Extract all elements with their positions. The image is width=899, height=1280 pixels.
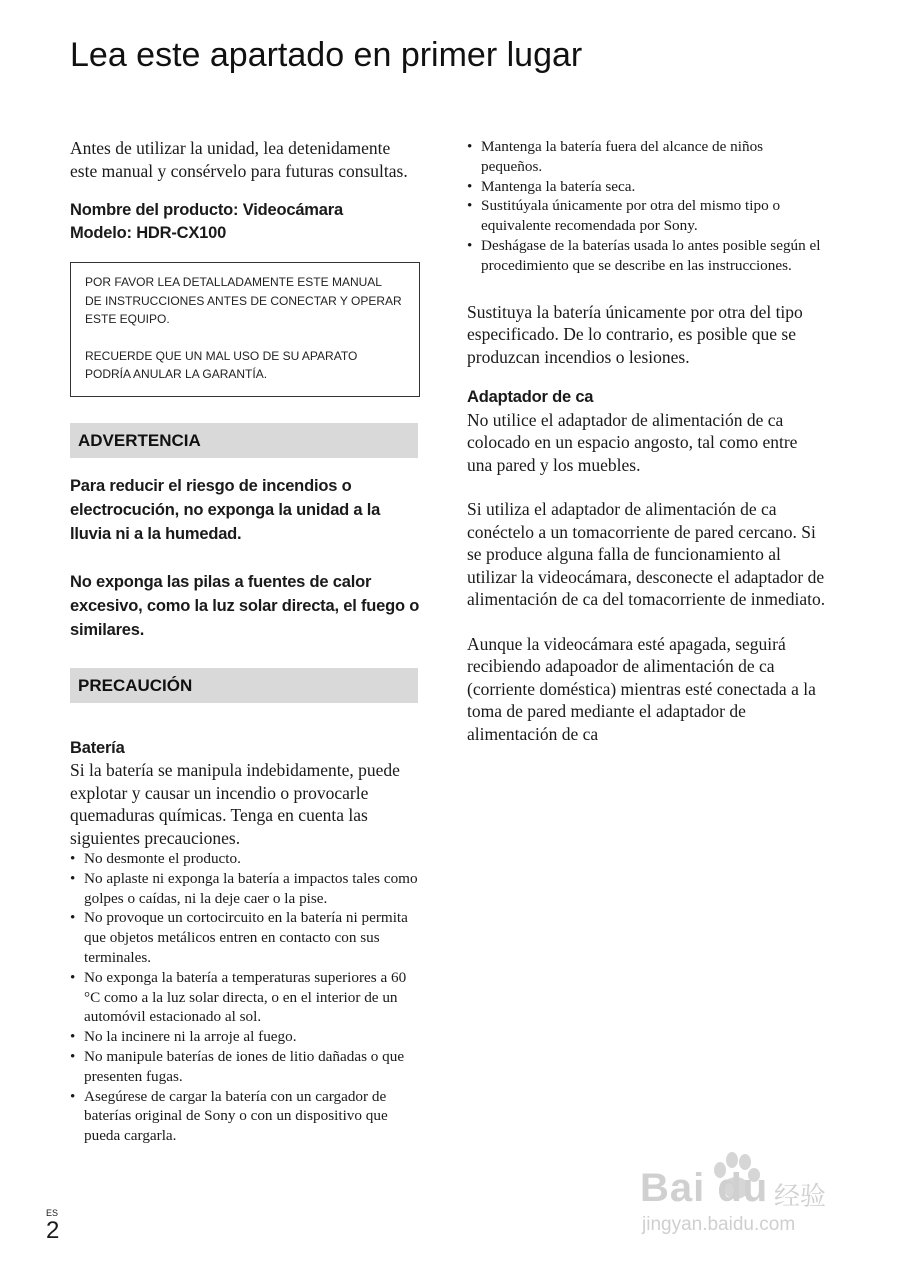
list-item: • No provoque un cortocircuito en la batería ni permita que objetos metálicos entren en contacto con sus terminales.	[70, 908, 420, 967]
watermark	[640, 1148, 850, 1248]
adaptador-p2: Si utiliza el adaptador de alimentación de ca conéctelo a un tomacorriente de pared cercano. Si se produce alguna falla de funcionamiento al utilizar la videocámara, desconecte el adaptador de alimentación de ca del tomacorriente de inmediato.	[467, 499, 826, 610]
adaptador-heading: Adaptador de ca	[467, 388, 594, 407]
bateria-precautions-list	[70, 849, 420, 1146]
notice-line: POR FAVOR LEA DETALLADAMENTE ESTE MANUAL	[85, 275, 382, 289]
model-name: Modelo: HDR-CX100	[70, 223, 227, 242]
list-item: • No desmonte el producto.	[70, 849, 420, 869]
right-column	[467, 137, 827, 745]
notice-box	[70, 262, 420, 397]
notice-line: DE INSTRUCCIONES ANTES DE CONECTAR Y OPERAR	[85, 293, 402, 308]
product-name: Nombre del producto: Videocámara	[70, 201, 343, 219]
watermark-brand: Bai du	[640, 1166, 769, 1210]
left-column	[70, 137, 420, 1146]
precaucion-heading: PRECAUCIÓN	[70, 668, 418, 703]
list-item: • Sustitúyala únicamente por otra del mismo tipo o equivalente recomendada por Sony.	[467, 196, 827, 236]
list-item: • Asegúrese de cargar la batería con un cargador de baterías original de Sony o con un dispositivo que pueda cargarla.	[70, 1087, 420, 1146]
notice-line: RECUERDE QUE UN MAL USO DE SU APARATO	[85, 348, 358, 363]
replace-note: Sustituya la batería únicamente por otra del tipo especificado. De lo contrario, es posible que se produzcan incendios o lesiones.	[467, 301, 803, 367]
page-number	[46, 1208, 59, 1244]
warning-heat: No exponga las pilas a fuentes de calor excesivo, como la luz solar directa, el fuego o similares.	[70, 572, 420, 639]
watermark-url: jingyan.baidu.com	[642, 1214, 796, 1235]
notice-line: PODRÍA ANULAR LA GARANTÍA.	[85, 367, 268, 381]
list-item: • Mantenga la batería fuera del alcance de niños pequeños.	[467, 137, 827, 177]
intro-text: Antes de utilizar la unidad, lea detenidamente este manual y consérvelo para futuras consultas.	[70, 138, 408, 181]
list-item: • No la incinere ni la arroje al fuego.	[70, 1027, 420, 1047]
list-item: • No aplaste ni exponga la batería a impactos tales como golpes o caídas, ni la deje caer o la pise.	[70, 869, 420, 909]
page-num: 2	[46, 1217, 60, 1244]
adaptador-p1: No utilice el adaptador de alimentación de ca colocado en un espacio angosto, tal como entre una pared y los muebles.	[467, 409, 798, 475]
notice-line: ESTE EQUIPO.	[85, 312, 170, 326]
advertencia-heading: ADVERTENCIA	[70, 423, 418, 458]
list-item: • No manipule baterías de iones de litio dañadas o que presenten fugas.	[70, 1047, 420, 1087]
adaptador-p3: Aunque la videocámara esté apagada, seguirá recibiendo adapoador de alimentación de ca (corriente doméstica) mientras esté conectada a la toma de pared mediante el adaptador de alimentación de ca	[467, 633, 816, 744]
bateria-intro: Si la batería se manipula indebidamente, puede explotar y causar un incendio o provocarle quemaduras químicas. Tenga en cuenta las siguientes precauciones.	[70, 760, 400, 848]
warning-electric: Para reducir el riesgo de incendios o electrocución, no exponga la unidad a la lluvia ni a la humedad.	[70, 476, 381, 543]
list-item: • Deshágase de la baterías usada lo antes posible según el procedimiento que se describe en las instrucciones.	[467, 236, 827, 276]
list-item: • Mantenga la batería seca.	[467, 177, 827, 197]
bateria-heading: Batería	[70, 738, 125, 757]
battery-handling-list	[467, 137, 827, 276]
page-title: Lea este apartado en primer lugar	[70, 36, 583, 74]
page-lang: ES	[46, 1208, 59, 1218]
list-item: • No exponga la batería a temperaturas superiores a 60 °C como a la luz solar directa, o en el interior de un automóvil estacionado al sol.	[70, 968, 420, 1027]
watermark-cn: 经验	[774, 1182, 827, 1212]
